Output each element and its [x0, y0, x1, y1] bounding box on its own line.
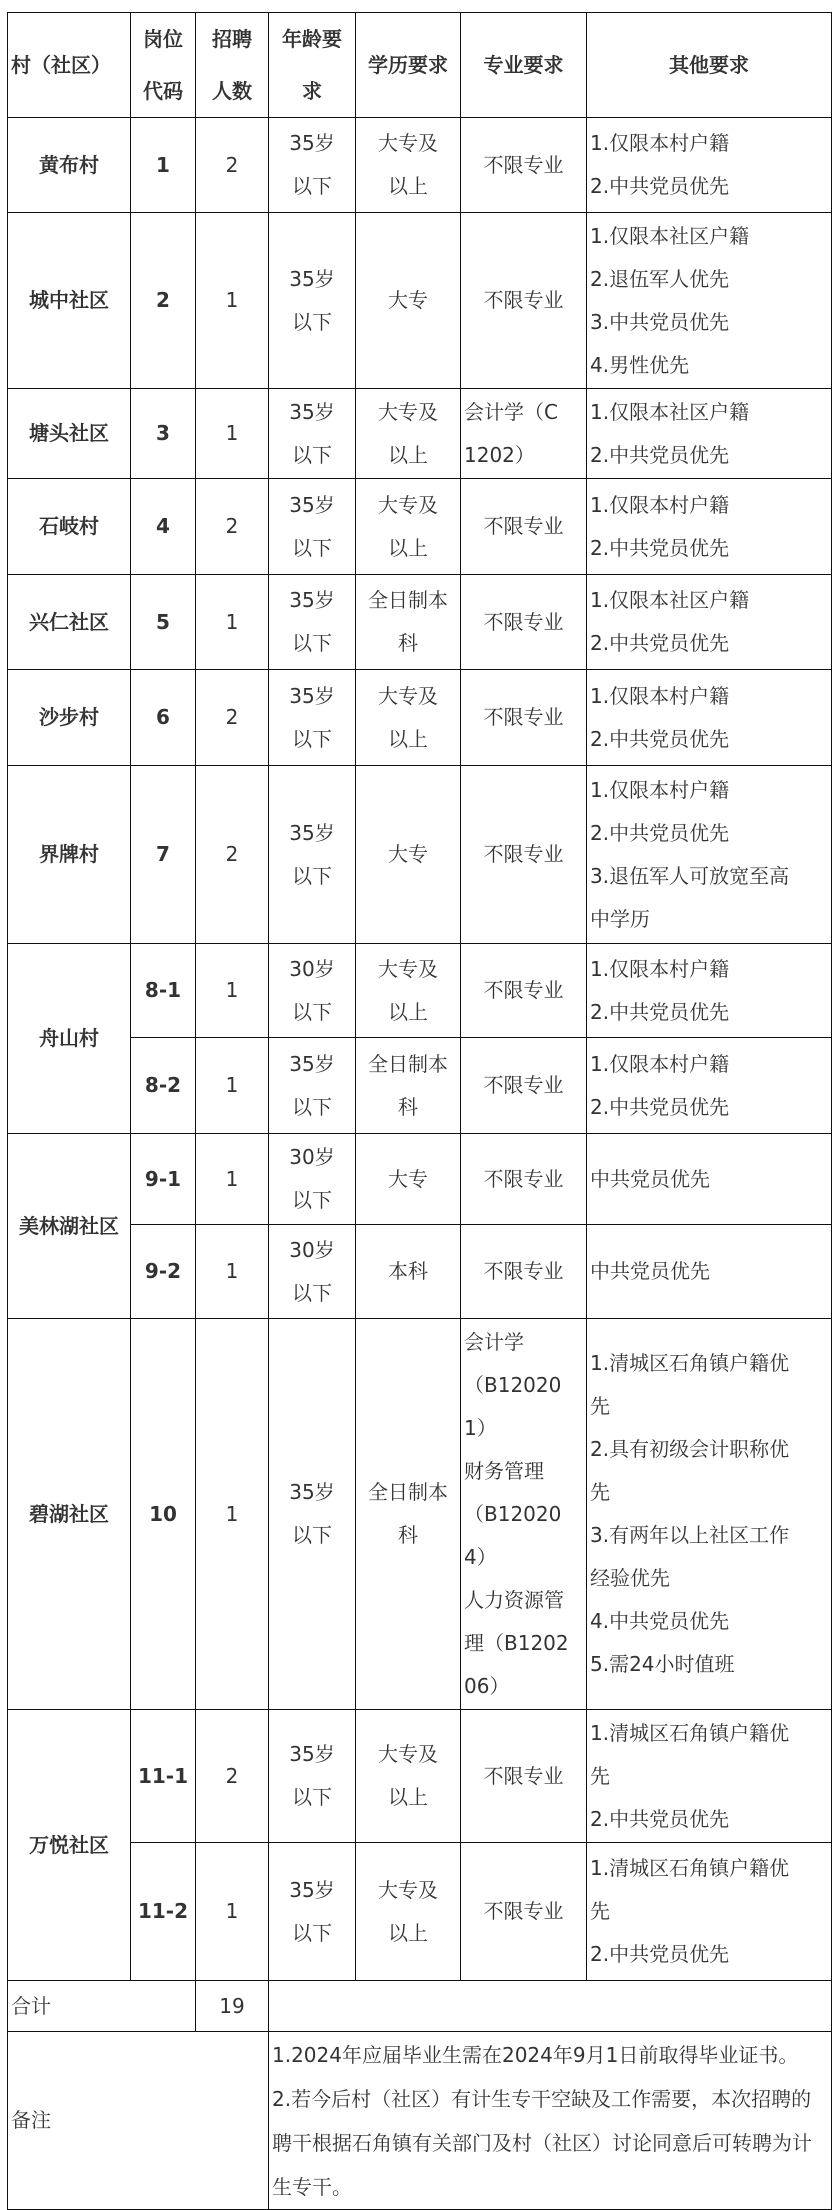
table-row	[8, 479, 832, 575]
village-cell: 舟山村	[8, 944, 131, 1134]
village-cell: 兴仁社区	[8, 575, 131, 670]
header-age: 年龄要 求	[269, 13, 356, 118]
table-row	[8, 118, 832, 213]
total-empty	[269, 1981, 832, 2032]
major-cell: 不限专业	[461, 944, 587, 1038]
education-cell: 全日制本 科	[356, 575, 461, 670]
headcount-cell: 2	[196, 766, 269, 944]
total-count: 19	[196, 1981, 269, 2032]
headcount-cell: 1	[196, 575, 269, 670]
village-cell: 塘头社区	[8, 389, 131, 479]
major-cell: 不限专业	[461, 670, 587, 766]
major-cell: 不限专业	[461, 213, 587, 389]
other-requirements-cell: 1.清城区石角镇户籍优 先 2.具有初级会计职称优 先 3.有两年以上社区工作 经验优先 4.中共党员优先 5.需24小时值班	[587, 1319, 832, 1710]
village-cell: 万悦社区	[8, 1710, 131, 1981]
remarks-row	[8, 2032, 832, 2210]
other-requirements-cell: 1.仅限本社区户籍 2.退伍军人优先 3.中共党员优先 4.男性优先	[587, 213, 832, 389]
other-requirements-cell: 1.仅限本社区户籍 2.中共党员优先	[587, 575, 832, 670]
major-cell: 不限专业	[461, 1134, 587, 1225]
post-code-cell: 11-2	[131, 1843, 196, 1981]
table-row	[8, 1843, 832, 1981]
major-cell: 不限专业	[461, 766, 587, 944]
header-major: 专业要求	[461, 13, 587, 118]
village-cell: 黄布村	[8, 118, 131, 213]
post-code-cell: 10	[131, 1319, 196, 1710]
header-village: 村（社区）	[8, 13, 131, 118]
education-cell: 全日制本 科	[356, 1319, 461, 1710]
major-cell: 不限专业	[461, 118, 587, 213]
age-cell: 35岁 以下	[269, 1843, 356, 1981]
table-row	[8, 389, 832, 479]
other-requirements-cell: 中共党员优先	[587, 1225, 832, 1319]
post-code-cell: 7	[131, 766, 196, 944]
major-cell: 不限专业	[461, 479, 587, 575]
other-requirements-cell: 1.仅限本社区户籍 2.中共党员优先	[587, 389, 832, 479]
headcount-cell: 2	[196, 118, 269, 213]
table-row	[8, 213, 832, 389]
education-cell: 大专及 以上	[356, 389, 461, 479]
village-cell: 沙步村	[8, 670, 131, 766]
post-code-cell: 1	[131, 118, 196, 213]
education-cell: 本科	[356, 1225, 461, 1319]
age-cell: 35岁 以下	[269, 213, 356, 389]
post-code-cell: 9-1	[131, 1134, 196, 1225]
other-requirements-cell: 1.仅限本村户籍 2.中共党员优先 3.退伍军人可放宽至高 中学历	[587, 766, 832, 944]
age-cell: 35岁 以下	[269, 670, 356, 766]
table-row	[8, 1225, 832, 1319]
table-row	[8, 1710, 832, 1843]
age-cell: 30岁 以下	[269, 1134, 356, 1225]
headcount-cell: 2	[196, 670, 269, 766]
other-requirements-cell: 1.仅限本村户籍 2.中共党员优先	[587, 479, 832, 575]
education-cell: 大专及 以上	[356, 1710, 461, 1843]
header-other: 其他要求	[587, 13, 832, 118]
header-row	[8, 13, 832, 118]
headcount-cell: 1	[196, 1134, 269, 1225]
age-cell: 35岁 以下	[269, 118, 356, 213]
headcount-cell: 1	[196, 213, 269, 389]
post-code-cell: 3	[131, 389, 196, 479]
major-cell: 不限专业	[461, 1710, 587, 1843]
header-code: 岗位 代码	[131, 13, 196, 118]
education-cell: 大专及 以上	[356, 944, 461, 1038]
header-count: 招聘 人数	[196, 13, 269, 118]
headcount-cell: 1	[196, 1225, 269, 1319]
education-cell: 大专及 以上	[356, 670, 461, 766]
remarks-text: 1.2024年应届毕业生需在2024年9月1日前取得毕业证书。 2.若今后村（社区）有计生专干空缺及工作需要，本次招聘的聘干根据石角镇有关部门及村（社区）讨论同意后可转聘为计生专干。	[269, 2032, 832, 2210]
major-cell: 会计学 （B12020 1） 财务管理 （B12020 4） 人力资源管 理（B1202 06）	[461, 1319, 587, 1710]
post-code-cell: 8-1	[131, 944, 196, 1038]
village-cell: 城中社区	[8, 213, 131, 389]
age-cell: 35岁 以下	[269, 1319, 356, 1710]
major-cell: 会计学（C 1202）	[461, 389, 587, 479]
other-requirements-cell: 1.清城区石角镇户籍优 先 2.中共党员优先	[587, 1843, 832, 1981]
headcount-cell: 1	[196, 389, 269, 479]
table-row	[8, 670, 832, 766]
age-cell: 35岁 以下	[269, 389, 356, 479]
major-cell: 不限专业	[461, 1225, 587, 1319]
total-row	[8, 1981, 832, 2032]
age-cell: 30岁 以下	[269, 1225, 356, 1319]
other-requirements-cell: 1.仅限本村户籍 2.中共党员优先	[587, 1038, 832, 1134]
major-cell: 不限专业	[461, 1038, 587, 1134]
table-row	[8, 1038, 832, 1134]
remarks-label: 备注	[8, 2032, 269, 2210]
headcount-cell: 1	[196, 1319, 269, 1710]
education-cell: 大专及 以上	[356, 479, 461, 575]
post-code-cell: 5	[131, 575, 196, 670]
other-requirements-cell: 1.仅限本村户籍 2.中共党员优先	[587, 670, 832, 766]
post-code-cell: 11-1	[131, 1710, 196, 1843]
post-code-cell: 6	[131, 670, 196, 766]
post-code-cell: 2	[131, 213, 196, 389]
age-cell: 35岁 以下	[269, 479, 356, 575]
education-cell: 大专	[356, 213, 461, 389]
education-cell: 全日制本 科	[356, 1038, 461, 1134]
table-row	[8, 766, 832, 944]
major-cell: 不限专业	[461, 1843, 587, 1981]
other-requirements-cell: 1.仅限本村户籍 2.中共党员优先	[587, 944, 832, 1038]
headcount-cell: 2	[196, 479, 269, 575]
table-row	[8, 1134, 832, 1225]
age-cell: 30岁 以下	[269, 944, 356, 1038]
village-cell: 碧湖社区	[8, 1319, 131, 1710]
village-cell: 界牌村	[8, 766, 131, 944]
education-cell: 大专及 以上	[356, 1843, 461, 1981]
age-cell: 35岁 以下	[269, 766, 356, 944]
post-code-cell: 9-2	[131, 1225, 196, 1319]
headcount-cell: 1	[196, 1843, 269, 1981]
post-code-cell: 8-2	[131, 1038, 196, 1134]
age-cell: 35岁 以下	[269, 1710, 356, 1843]
header-education: 学历要求	[356, 13, 461, 118]
other-requirements-cell: 1.清城区石角镇户籍优 先 2.中共党员优先	[587, 1710, 832, 1843]
village-cell: 美林湖社区	[8, 1134, 131, 1319]
education-cell: 大专及 以上	[356, 118, 461, 213]
table-row	[8, 1319, 832, 1710]
total-label: 合计	[8, 1981, 196, 2032]
education-cell: 大专	[356, 766, 461, 944]
post-code-cell: 4	[131, 479, 196, 575]
other-requirements-cell: 中共党员优先	[587, 1134, 832, 1225]
headcount-cell: 2	[196, 1710, 269, 1843]
education-cell: 大专	[356, 1134, 461, 1225]
major-cell: 不限专业	[461, 575, 587, 670]
other-requirements-cell: 1.仅限本村户籍 2.中共党员优先	[587, 118, 832, 213]
recruitment-table	[7, 12, 832, 2210]
table-row	[8, 575, 832, 670]
table-row	[8, 944, 832, 1038]
headcount-cell: 1	[196, 944, 269, 1038]
age-cell: 35岁 以下	[269, 575, 356, 670]
headcount-cell: 1	[196, 1038, 269, 1134]
age-cell: 35岁 以下	[269, 1038, 356, 1134]
village-cell: 石岐村	[8, 479, 131, 575]
